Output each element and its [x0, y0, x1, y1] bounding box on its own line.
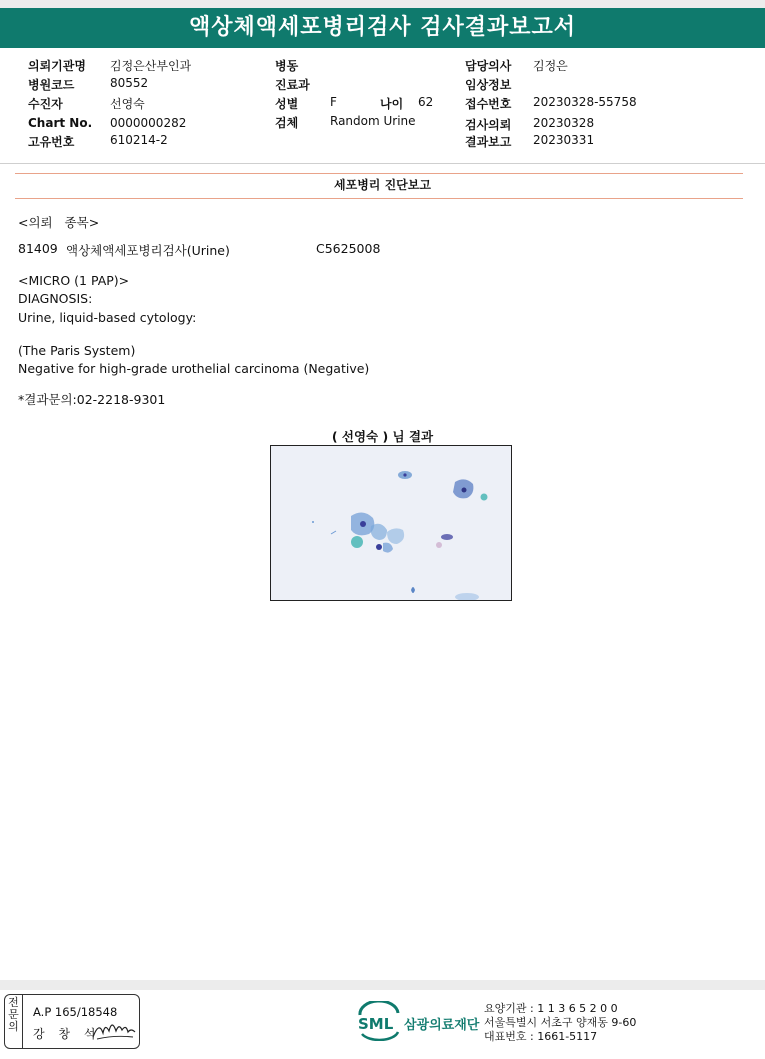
top-strip: [0, 0, 765, 8]
specimen-line: Urine, liquid-based cytology:: [18, 310, 197, 325]
stamp-char: 의: [8, 1020, 19, 1033]
stamp-char: 문: [8, 1008, 19, 1021]
sml-logo: [356, 1001, 480, 1045]
label-hospital-code: 병원코드: [28, 78, 75, 92]
micro-header: <MICRO (1 PAP)>: [18, 273, 130, 288]
label-institution: 의뢰기관명: [28, 59, 86, 73]
label-receipt-no: 접수번호: [465, 97, 512, 111]
figure-caption: ( 선영숙 ) 님 결과: [331, 429, 434, 444]
section-bottom-rule: [15, 198, 743, 199]
label-sex: 성별: [275, 97, 299, 111]
care-institution-no: 요양기관 : 1 1 3 6 5 2 0 0: [484, 1002, 618, 1015]
order-number: C5625008: [316, 241, 381, 256]
bottom-strip: [0, 980, 765, 990]
value-doctor: 김정은: [533, 59, 568, 73]
order-code: 81409: [18, 241, 58, 256]
value-report-date: 20230331: [533, 133, 595, 147]
label-chart-no: Chart No.: [28, 116, 93, 130]
value-hospital-code: 80552: [110, 76, 149, 90]
diagnosis-result: Negative for high-grade urothelial carcinoma (Negative): [18, 361, 370, 376]
header-divider: [0, 163, 765, 164]
footer-contact: [484, 1002, 636, 1044]
value-sex: F: [330, 95, 337, 109]
cytology-image: [270, 445, 512, 601]
stamp-char: 전: [8, 996, 19, 1009]
label-department: 진료과: [275, 78, 310, 92]
paris-system-line: (The Paris System): [18, 343, 136, 358]
order-name: 액상체액세포병리검사(Urine): [66, 243, 230, 258]
label-patient: 수진자: [28, 97, 63, 111]
report-title: 액상체액세포병리검사 검사결과보고서: [0, 8, 765, 48]
value-patient: 선영숙: [110, 97, 145, 111]
cytology-micrograph: [271, 446, 511, 600]
section-top-rule: [15, 173, 743, 174]
label-unique-no: 고유번호: [28, 135, 75, 149]
order-header: <의뢰 종목>: [18, 215, 100, 230]
value-age: 62: [418, 95, 434, 109]
signature-image: [91, 1019, 137, 1043]
logo-wordmark: SML: [358, 1015, 394, 1033]
label-ward: 병동: [275, 59, 299, 73]
label-specimen: 검체: [275, 116, 299, 130]
value-institution: 김정은산부인과: [110, 59, 192, 73]
value-specimen: Random Urine: [330, 114, 416, 128]
label-age: 나이: [380, 97, 404, 111]
label-report-date: 결과보고: [465, 135, 512, 149]
section-title: 세포병리 진단보고: [334, 178, 431, 192]
label-doctor: 담당의사: [465, 59, 512, 73]
doctor-name: 강 창 석: [33, 1027, 101, 1041]
value-request-date: 20230328: [533, 116, 595, 130]
pathologist-stamp: [4, 994, 140, 1049]
sml-logo-mark: [356, 1001, 402, 1041]
value-unique-no: 610214-2: [110, 133, 168, 147]
label-clinical-info: 임상정보: [465, 78, 512, 92]
value-chart-no: 0000000282: [110, 116, 187, 130]
org-name: 삼광의료재단: [404, 1018, 480, 1033]
value-receipt-no: 20230328-55758: [533, 95, 637, 109]
label-request-date: 검사의뢰: [465, 118, 512, 132]
diagnosis-header: DIAGNOSIS:: [18, 291, 93, 306]
phone-number: 대표번호 : 1661-5117: [484, 1030, 598, 1043]
ap-number: A.P 165/18548: [33, 1005, 118, 1019]
address: 서울특별시 서초구 양재동 9-60: [484, 1016, 637, 1029]
inquiry-line: *결과문의:02-2218-9301: [18, 392, 166, 407]
stamp-vertical-label: [5, 995, 23, 1048]
